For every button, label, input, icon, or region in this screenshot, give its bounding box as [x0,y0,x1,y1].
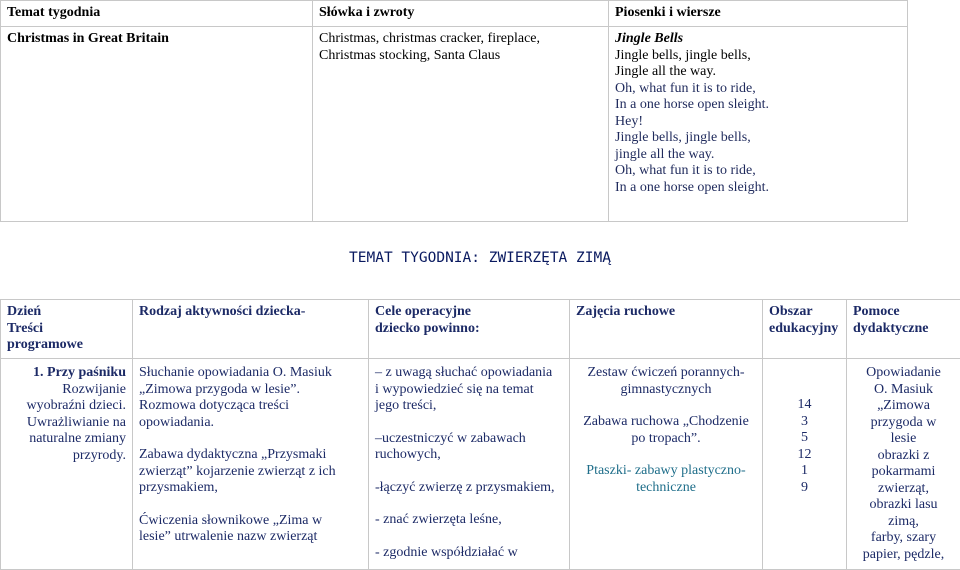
goal-line: - zgodnie współdziałać w [375,544,518,560]
aids-cell [847,359,960,570]
header-text: Pomoce [853,304,900,319]
aid-line: „Zimowa [877,398,930,413]
activities-cell [133,359,369,570]
header-text: programowe [7,337,83,352]
header-text: dydaktyczne [853,320,929,336]
movement-line: po tropach”. [631,430,701,446]
header-piosenki: Piosenki i wiersze [609,1,908,27]
goal-line: –uczestniczyć w zabawach [375,430,526,446]
activity-line: zwierząt” kojarzenie zwierząt z ich [139,463,336,479]
header-text: Cele operacyjne [375,304,472,319]
activity-line: lesie” utrwalenie nazw zwierząt [139,529,318,544]
aid-line: zwierząt, [878,480,929,496]
day-title: 1. Przy paśniku [33,365,126,380]
movement-line: Zestaw ćwiczeń porannych- [587,365,745,380]
aid-line: obrazki z [877,447,930,463]
header-zajecia [570,300,763,359]
header-rodzaj [133,300,369,359]
header-text: Obszar [769,304,813,319]
activity-line: Ćwiczenia słownikowe „Zima w [139,512,323,528]
aid-line: pokarmami [871,464,936,479]
aid-line: obrazki lasu [869,497,938,512]
activity-line: Słuchanie opowiadania O. Masiuk [139,365,332,380]
song-line: In a one horse open sleight. [615,179,769,195]
activity-line: opowiadania. [139,414,215,430]
song-line: Jingle bells, jingle bells, [615,47,751,63]
song-title: Jingle Bells [615,31,684,46]
song-line: jingle all the way. [615,146,715,162]
area-code: 9 [801,479,808,495]
song-cell [609,27,908,222]
movement-line: techniczne [636,479,696,495]
day-line: wyobraźni dzieci. [26,398,126,413]
goal-line: – z uwagą słuchać opowiadania [375,365,553,380]
day-line: przyrody. [72,447,126,463]
goal-line: - znać zwierzęta leśne, [375,512,502,527]
activity-line: przysmakiem, [139,480,218,495]
table-row [1,359,960,570]
song-line: Hey! [615,113,643,129]
movement-line: Zabawa ruchowa „Chodzenie [583,414,749,429]
header-dzien [1,300,133,359]
table-row [1,27,908,222]
goal-line: ruchowych, [375,447,441,462]
activity-line: „Zimowa przygoda w lesie”. [139,381,300,397]
aid-line: zimą, [888,513,919,529]
table-header-row [1,300,960,359]
vocab-line: Christmas stocking, Santa Claus [319,47,501,63]
aid-line: farby, szary [870,530,937,545]
header-text: Rodzaj aktywności dziecka- [139,304,306,319]
day-line: naturalne zmiany [29,431,126,446]
area-cell [763,359,847,570]
song-line: Oh, what fun it is to ride, [615,80,756,96]
song-line: Jingle all the way. [615,64,716,79]
movement-line: Ptaszki- zabawy plastyczno- [586,463,746,478]
goal-line: -łączyć zwierzę z przysmakiem, [375,479,555,495]
aid-line: O. Masiuk [873,381,934,397]
header-text: edukacyjny [769,320,839,336]
day-line: Uwrażliwianie na [26,414,126,430]
section-title: TEMAT TYGODNIA: ZWIERZĘTA ZIMĄ [349,250,611,266]
activity-line: Zabawa dydaktyczna „Przysmaki [139,447,327,462]
movement-line: gimnastycznych [620,381,712,397]
theme-cell: Christmas in Great Britain [1,27,313,222]
song-line: In a one horse open sleight. [615,97,769,112]
song-line: Jingle bells, jingle bells, [615,130,751,145]
aid-line: Opowiadanie [866,365,941,380]
header-text: Treści [7,320,44,336]
movement-cell [570,359,763,570]
goal-line: i wypowiedzieć się na temat [375,381,534,397]
area-code: 3 [801,413,808,429]
day-line: Rozwijanie [62,381,126,397]
header-obszar [763,300,847,359]
header-text: Zajęcia ruchowe [576,304,676,319]
header-temat: Temat tygodnia [1,1,313,27]
area-code: 1 [801,463,808,478]
area-code: 14 [797,397,812,412]
header-text: Dzień [7,304,42,319]
area-code: 12 [797,446,812,462]
header-text: dziecko powinno: [375,320,480,336]
song-line: Oh, what fun it is to ride, [615,163,756,178]
header-cele [369,300,570,359]
lesson-plan-table [0,299,960,570]
area-code: 5 [801,430,808,445]
header-pomoce [847,300,960,359]
day-cell [1,359,133,570]
table-header-row [1,1,908,27]
aid-line: papier, pędzle, [862,546,945,562]
weekly-song-table [0,0,908,222]
activity-line: Rozmowa dotycząca treści [139,398,290,413]
aid-line: lesie [890,431,917,446]
header-slowka: Słówka i zwroty [313,1,609,27]
goal-line: jego treści, [375,398,437,413]
vocab-line: Christmas, christmas cracker, fireplace, [319,31,541,46]
goals-cell [369,359,570,570]
aid-line: przygoda w [870,414,937,430]
vocab-cell [313,27,609,222]
